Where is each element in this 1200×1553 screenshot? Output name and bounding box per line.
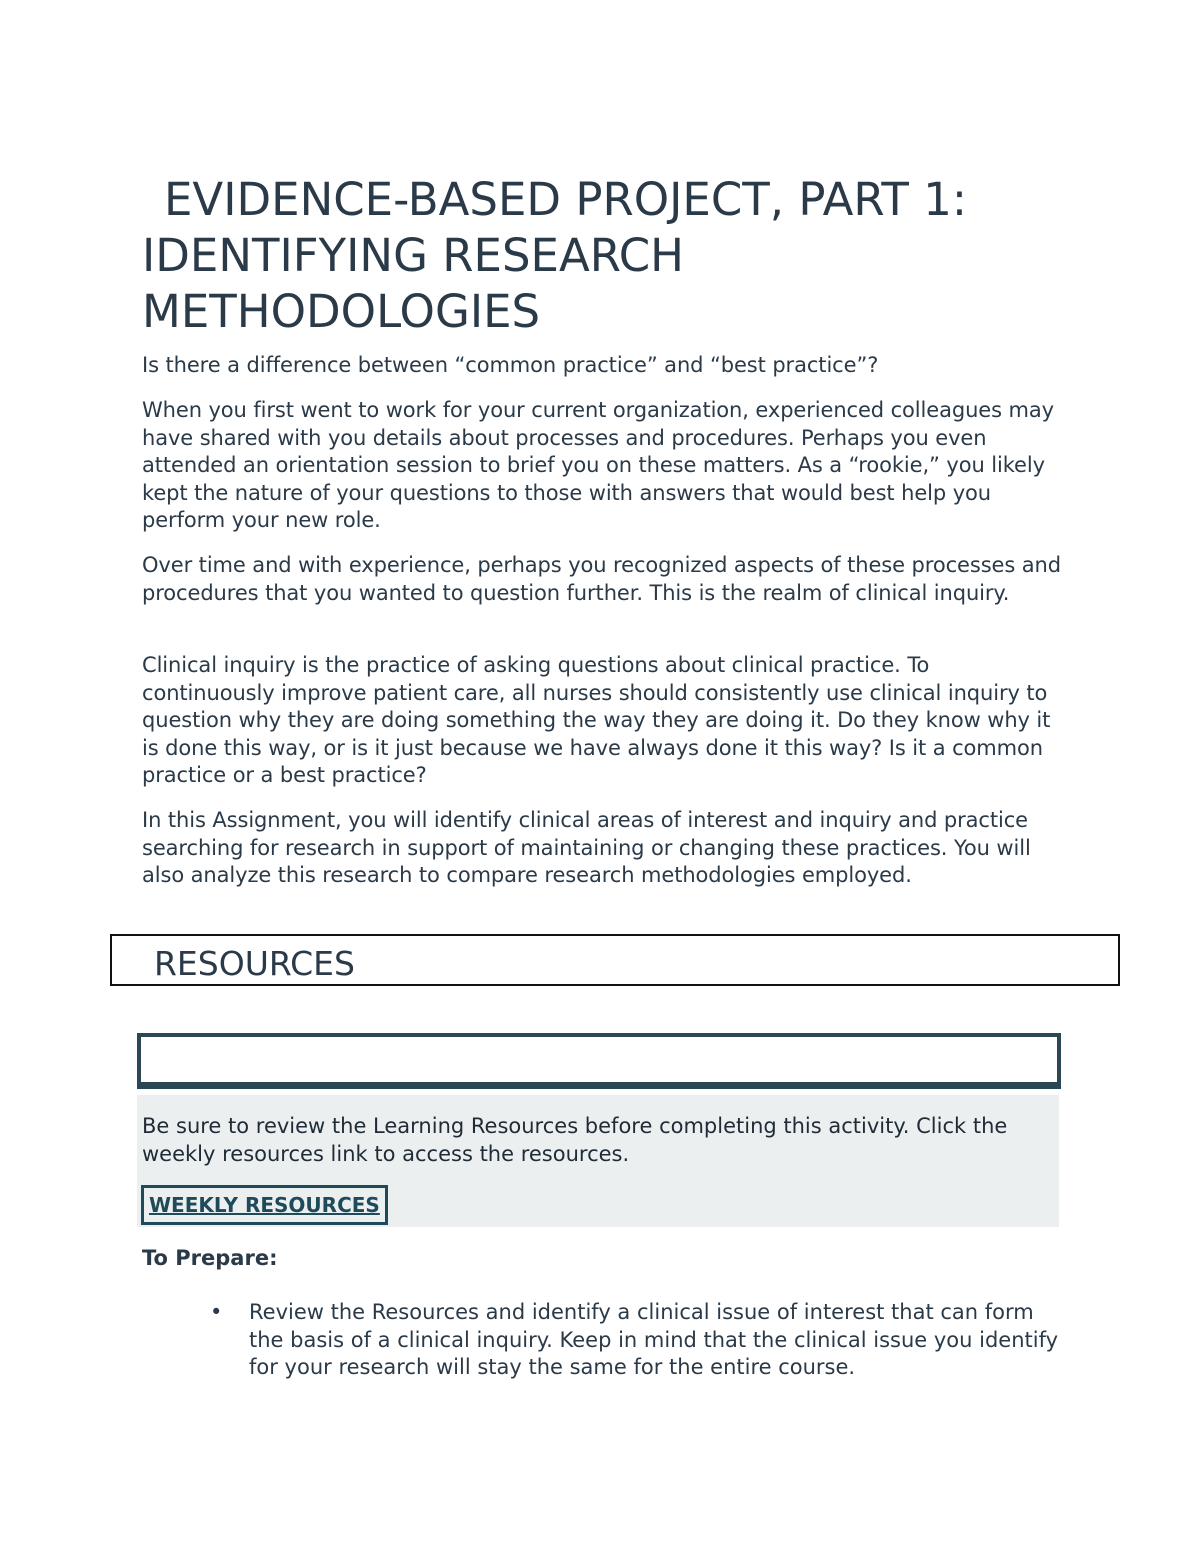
paragraph-clinical-inquiry: Clinical inquiry is the practice of asking questions about clinical practice. To continuously improve patient care, all nurses should consistently use clinical inquiry to question why they are doing something the way they are doing it. Do they know why it is done this way, or is it just because we have always done it this way? Is it a common practice or a best practice? — [142, 653, 1051, 787]
prepare-list — [210, 1299, 1070, 1382]
intro-question: Is there a difference between “common practice” and “best practice”? — [142, 353, 879, 377]
title-line-1: EVIDENCE-BASED PROJECT, PART 1: — [164, 173, 967, 226]
resources-panel-text: Be sure to review the Learning Resources before completing this activity. Click the weekly resources link to access the resources. — [142, 1114, 1008, 1166]
resources-panel-header — [137, 1033, 1061, 1089]
paragraph-orientation: When you first went to work for your current organization, experienced colleagues may have shared with you details about processes and procedures. Perhaps you even attended an orientation session to brief you on these matters. As a “rookie,” you likely kept the nature of your questions to those with answers that would best help you perform your new role. — [142, 398, 1054, 532]
resources-panel — [137, 1095, 1059, 1227]
to-prepare-heading: To Prepare: — [142, 1246, 278, 1270]
weekly-resources-button[interactable]: WEEKLY RESOURCES — [141, 1185, 388, 1225]
bullet-icon: • — [210, 1300, 223, 1324]
list-item — [210, 1299, 1070, 1382]
paragraph-experience: Over time and with experience, perhaps you recognized aspects of these processes and procedures that you wanted to question further. This is the realm of clinical inquiry. — [142, 553, 1061, 605]
title-line-3: METHODOLOGIES — [142, 285, 541, 338]
resources-section-header — [110, 934, 1120, 986]
list-item-text: Review the Resources and identify a clinical issue of interest that can form the basis of a clinical inquiry. Keep in mind that the clinical issue you identify for your research will stay the same for the entire course. — [249, 1300, 1059, 1379]
paragraph-assignment: In this Assignment, you will identify clinical areas of interest and inquiry and practice searching for research in support of maintaining or changing these practices. You will also analyze this research to compare research methodologies employed. — [142, 808, 1031, 887]
title-line-2: IDENTIFYING RESEARCH — [142, 229, 685, 282]
resources-heading: RESOURCES — [154, 944, 355, 983]
resources-panel-header-inner — [141, 1037, 1057, 1082]
page-title — [142, 172, 1102, 340]
